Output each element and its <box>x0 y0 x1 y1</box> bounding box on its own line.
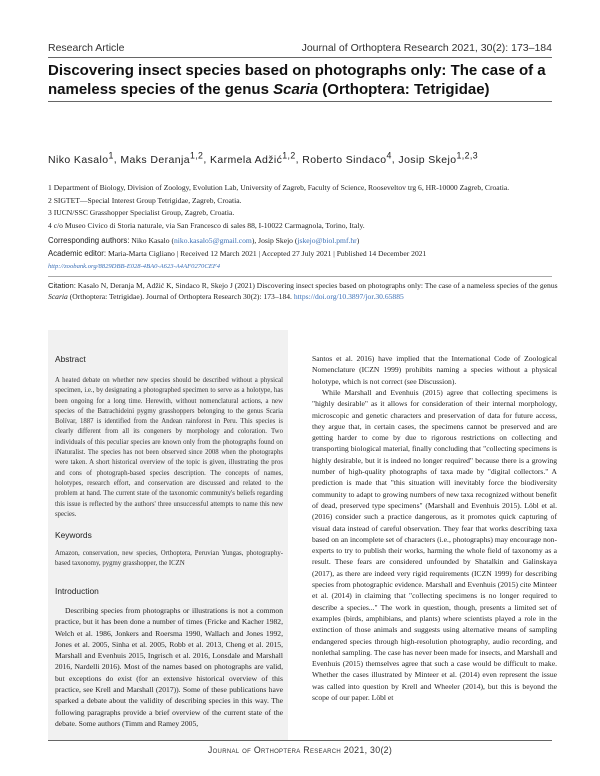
running-footer: Journal of Orthoptera Research 2021, 30(2) <box>207 745 393 755</box>
affiliation: 4 c/o Museo Civico di Storia naturale, via San Francesco di sales 88, I-10022 Carmagnola, Torino, Italy. <box>48 220 365 230</box>
footer-rule <box>48 740 552 741</box>
introduction-heading: Introduction <box>55 586 99 596</box>
citation-rule <box>48 276 552 277</box>
author: Maks Deranja$^{1,2}$ <box>120 150 204 166</box>
abstract-text: A heated debate on whether new species should be described without a physical specimen, i.e., by designating a photographed specimen to serve as a holotype, has been ongoing for a long time. Herewith, without nomenclatural actions, a new species of the Batrachideini pygmy grasshoppers belonging to the genus Scaria Bolívar, 1887 is identified from the Andean rainforest in Peru. This species is clearly different from all its congeners by morphology and coloration. Two individuals of this peculiar species are known only from the photographs found on iNaturalist. The species has not been observed since 2008 when the photographs were taken. A short historical overview of the topic is given, illustrating the pros and cons of photograph-based species description. The concepts of names, holotypes, research effort, and conservation are discussed and related to the problem at hand. The current state of the taxonomic community's beliefs regarding this issue is reflected by the authors' three unsuccessful attempts to name this new species. <box>55 377 283 518</box>
author: Roberto Sindaco$^4$ <box>302 150 392 166</box>
keywords-text: Amazon, conservation, new species, Orthoptera, Peruvian Yungas, photography-based taxonomy, pygmy grasshopper, the ICZN <box>55 550 283 568</box>
citation-block: Citation: Kasalo N, Deranja M, Adžić K, Sindaco R, Skejo J (2021) Discovering insect species based on photographs only: The case of a nameless species of the genus Scaria (Orthoptera: Tetrigidae). Journal of Orthoptera Research 30(2): 173–184. https://doi.org/10.3897/jor.30.65885 <box>48 281 558 301</box>
author: Josip Skejo$^{1,2,3}$ <box>398 150 478 166</box>
article-title: Discovering insect species based on photographs only: The case of a nameless species of the genus Scaria (Orthoptera: Tetrigidae) <box>48 62 546 98</box>
author-list: Niko Kasalo$^1$, Maks Deranja$^{1,2}$, Karmela Adžić$^{1,2}$, Roberto Sindaco$^4$, Josip Skejo$^{1,2,3}$ <box>48 150 478 166</box>
corresponding-authors: Corresponding authors: Niko Kasalo (niko.kasalo5@gmail.com), Josip Skejo (jskejo@biol.pmf.hr) <box>48 236 360 245</box>
running-header <box>48 42 552 56</box>
zoobank-link[interactable]: http://zoobank.org/8829DBB-E028-4BA0-A623-A4AF0270CEF4 <box>48 263 221 270</box>
header-rule <box>48 57 552 58</box>
editor-dates: Academic editor: Maria-Marta Cigliano | Received 12 March 2021 | Accepted 27 July 2021 | Published 14 December 2021 <box>48 249 427 258</box>
title-rule <box>48 101 552 102</box>
keywords-heading: Keywords <box>55 530 92 540</box>
body-paragraph: Santos et al. 2016) have implied that the International Code of Zoological Nomenclature (ICZN 1999) prohibits naming a species without a physical holotype, which is not correct (see Discussion). <box>312 354 557 386</box>
affiliation: 2 SIGTET—Special Interest Group Tetrigidae, Zagreb, Croatia. <box>48 195 242 205</box>
journal-citation: Journal of Orthoptera Research 2021, 30(2): 173–184 <box>301 42 552 54</box>
body-paragraph: While Marshall and Evenhuis (2015) agree that collecting specimens is "highly desirable" as it allows for consideration of their internal morphology, microscopic and genetic characters and preservation of data for future access, they argue that, in certain cases, the specimens cannot be preserved and are getting harder to come by due to rigorous restrictions on collecting and transporting biological material, finally concluding that "collecting specimens is highly desirable, but it is indeed no longer required" because there is a growing number of high-quality photographs of taxa made by "digital collectors." A prediction is made that "this situation will inevitably force the biodiversity community to adapt to growing numbers of new taxa recognized without benefit of dead, preserved type specimens" (Marshall and Evenhuis 2015). Löbl et al. (2016) consider such a practice dangerous, as it promotes quick capturing of visual data instead of careful observation. They fear that works describing taxa based on an incomplete set of characters (i.e., photographs) may encourage non-experts to try to publish their works, harming the whole field of taxonomy as a result. These fears are considered unfounded by Shatalkin and Galinskaya (2017), as there are indeed very rigid requirements (ICZN 1999) for describing species from photographic evidence. Marshall and Evenhuis (2015) cite Minteer et al. (2014) in claiming that "collecting specimens is no longer required to describe a species..." The work in question, though, presents a limited set of examples (birds, amphibians, and plants) where scientists played a role in the extinction of those animals and suggests using alternative means of sampling endangered species through high-resolution photography, audio recording, and nonlethal sampling. The case has never been made for insects, and Marshall and Evenhuis (2015) themselves agree that such a case would be difficult to make. Whether the cases illustrated by Minteer et al. (2014) even represent the issue was called into question by Krell and Wheeler (2014), but this is beyond the scope of our paper. Löbl et <box>312 388 557 703</box>
affiliation: 3 IUCN/SSC Grasshopper Specialist Group, Zagreb, Croatia. <box>48 208 235 217</box>
author: Karmela Adžić$^{1,2}$ <box>209 150 296 166</box>
abstract-heading: Abstract <box>55 354 86 364</box>
email-link[interactable]: jskejo@biol.pmf.hr <box>297 236 357 245</box>
affiliations <box>48 182 509 232</box>
doi-link[interactable]: https://doi.org/10.3897/jor.30.65885 <box>293 292 404 301</box>
article-type: Research Article <box>48 42 125 54</box>
author: Niko Kasalo$^1$ <box>48 150 114 166</box>
affiliation: 1 Department of Biology, Division of Zoology, Evolution Lab, University of Zagreb, Faculty of Science, Rooseveltov trg 6, HR-10000 Zagreb, Croatia. <box>48 183 510 192</box>
title-genus: Scaria <box>273 81 319 98</box>
introduction-text: Describing species from photographs or illustrations is not a common practice, but it has been done a number of times (Fricke and Kacher 1982, Welch et al. 1986, Jonkers and Roersma 1990, Wallach and Jones 1992, Jones et al. 2005, Sinha et al. 2005, Robb et al. 2013, Cheng et al. 2015, Marshall and Evenhuis 2015, Ingrisch et al. 2016, Lonsdale and Marshall 2016, Nardelli 2016). Most of the names based on photographs are valid, but exceptions do exist (for an extensive historical overview of this practice, see Krell and Marshall (2017)). Some of these publications have sparked a debate about the validity of describing species in this way. The following paragraphs provide a brief overview of the current state of the debate. Some authors (Timm and Ramey 2005, <box>55 606 283 728</box>
email-link[interactable]: niko.kasalo5@gmail.com <box>173 236 252 245</box>
